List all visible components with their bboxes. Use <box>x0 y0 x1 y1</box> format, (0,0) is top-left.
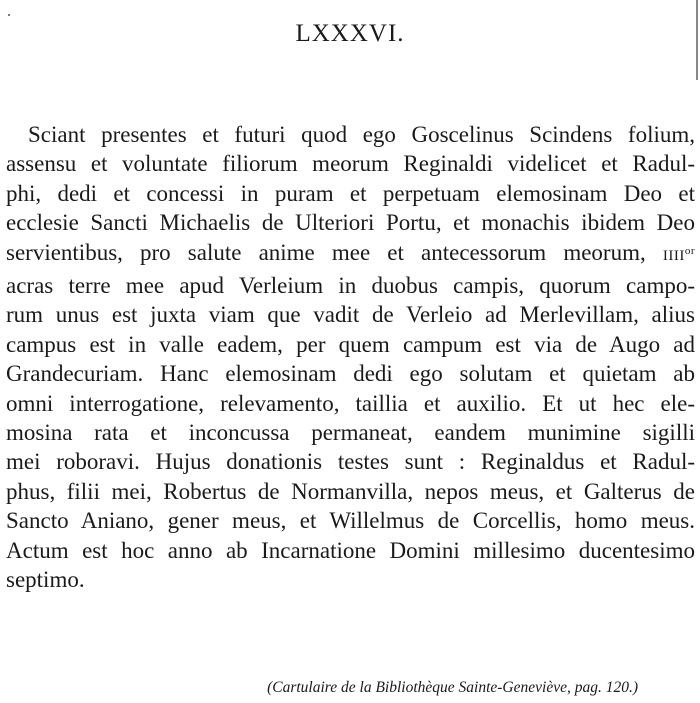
text-line: ecclesie Sancti Michaelis de Ulteriori Portu, et monachis ibidem Deo <box>6 210 695 236</box>
roman-numeral-value: IIII <box>662 247 685 264</box>
text-line: Sciant presentes et futuri quod ego Goscelinus Scindens folium, <box>28 122 695 147</box>
text-line: phus, filii mei, Robertus de Normanvilla, nepos meus, et Galterus de <box>6 478 695 504</box>
charter-body <box>6 120 695 595</box>
text-line: septimo. <box>6 567 85 593</box>
text-line: Sancto Aniano, gener meus, et Willelmus de Corcellis, homo meus. <box>6 508 695 534</box>
text-line: rum unus est juxta viam que vadit de Verleio ad Merlevillam, alius <box>6 302 695 328</box>
text-line: acras terre mee apud Verleium in duobus campis, quorum campo- <box>6 273 695 299</box>
text-line: mei roboravi. Hujus donationis testes sunt : Reginaldus et Radul- <box>6 449 695 475</box>
text-line: phi, dedi et concessi in puram et perpetuam elemosinam Deo et <box>6 180 695 206</box>
text-line: Grandecuriam. Hanc elemosinam dedi ego solutam et quietam ab <box>6 361 695 387</box>
text-line-with-numeral <box>6 238 695 271</box>
text-line: omni interrogatione, relevamento, taillia et auxilio. Et ut hec ele- <box>6 390 695 416</box>
roman-numeral-suffix: or <box>684 244 695 257</box>
text-line: campus est in valle eadem, per quem campum est via de Augo ad <box>6 331 695 357</box>
text-line: Actum est hoc anno ab Incarnatione Domini millesimo ducentesimo <box>6 537 695 563</box>
roman-numeral <box>662 244 695 264</box>
text-line: mosina rata et inconcussa permaneat, eandem munimine sigilli <box>6 420 695 446</box>
text-line-part: servientibus, pro salute anime mee et antecessorum meorum, <box>6 239 646 265</box>
page-speck <box>8 14 10 16</box>
source-citation: (Cartulaire de la Bibliothèque Sainte-Geneviève, pag. 120.) <box>267 679 638 696</box>
charter-number-heading: LXXXVI. <box>295 20 405 47</box>
text-line: assensu et voluntate filiorum meorum Reginaldi videlicet et Radul- <box>6 151 695 177</box>
